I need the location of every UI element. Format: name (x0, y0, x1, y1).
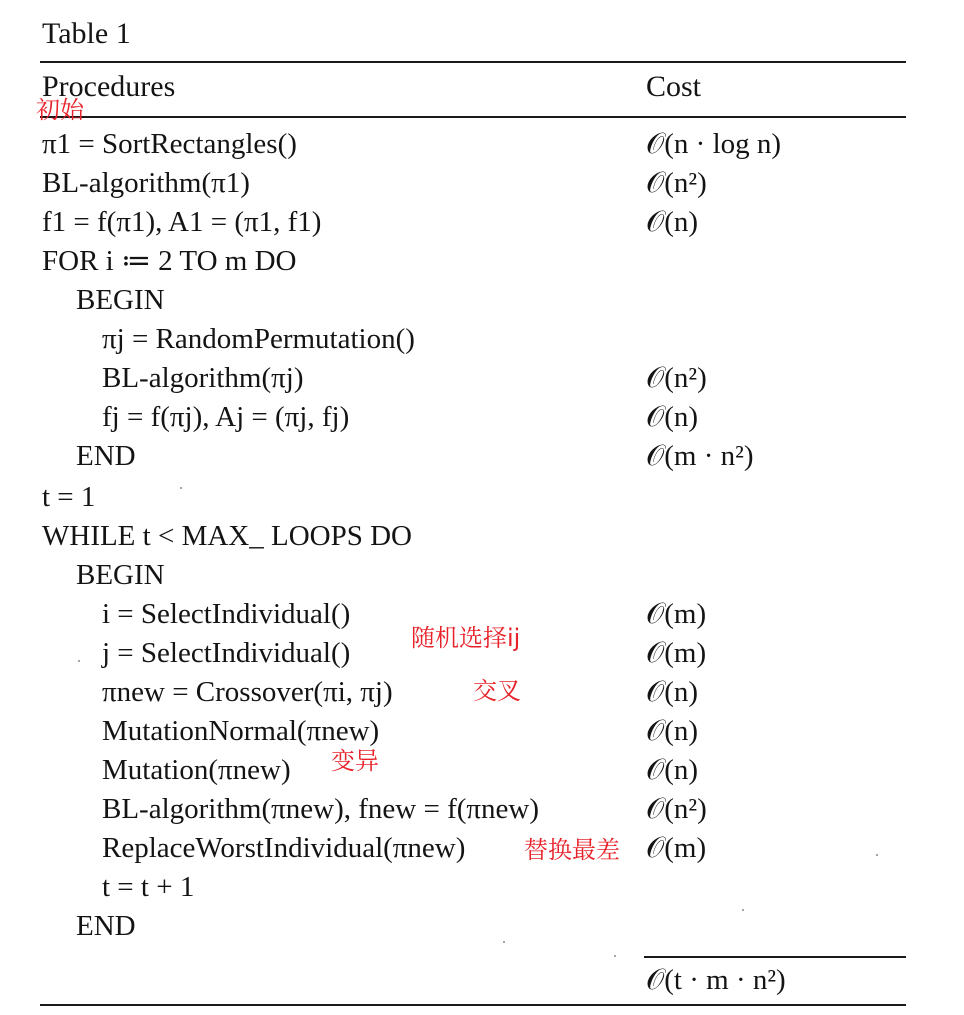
cost-cell: 𝒪(n) (646, 206, 699, 238)
total-cost: 𝒪(t · m · n²) (646, 964, 786, 996)
cost-cell: 𝒪(m) (646, 832, 707, 864)
procedures-header: Procedures (42, 70, 176, 103)
procedure-cell: BEGIN (76, 284, 165, 316)
procedure-cell: MutationNormal(πnew) (102, 715, 380, 747)
procedure-cell: BL-algorithm(πj) (102, 362, 304, 394)
procedure-cell: BL-algorithm(πnew), fnew = f(πnew) (102, 793, 539, 825)
procedure-cell: Mutation(πnew) (102, 754, 291, 786)
procedure-cell: t = t + 1 (102, 871, 195, 903)
scan-speck (876, 854, 878, 856)
procedure-cell: πj = RandomPermutation() (102, 323, 415, 355)
cost-header: Cost (646, 70, 702, 103)
cost-cell: 𝒪(n) (646, 676, 699, 708)
procedure-cell: f1 = f(π1), A1 = (π1, f1) (42, 206, 322, 238)
cost-cell: 𝒪(m · n²) (646, 440, 754, 472)
cost-cell: 𝒪(n · log n) (646, 128, 782, 160)
total-rule (644, 956, 906, 958)
procedure-cell: END (76, 910, 136, 942)
cost-cell: 𝒪(n) (646, 401, 699, 433)
cost-cell: 𝒪(n) (646, 754, 699, 786)
procedure-cell: j = SelectIndividual() (102, 637, 351, 669)
procedure-cell: fj = f(πj), Aj = (πj, fj) (102, 401, 350, 433)
annotation-replace-worst: 替换最差 (524, 836, 620, 864)
procedure-cell: π1 = SortRectangles() (42, 128, 297, 160)
cost-cell: 𝒪(m) (646, 598, 707, 630)
scan-speck (614, 955, 616, 957)
procedure-cell: BEGIN (76, 559, 165, 591)
scan-speck (78, 660, 80, 662)
procedure-cell: WHILE t < MAX_ LOOPS DO (42, 520, 412, 552)
cost-cell: 𝒪(n²) (646, 167, 707, 199)
scan-speck (503, 941, 505, 943)
annotation-init: 初始 (36, 96, 84, 124)
procedure-cell: BL-algorithm(π1) (42, 167, 250, 199)
procedure-cell: πnew = Crossover(πi, πj) (102, 676, 393, 708)
procedure-cell: FOR i ≔ 2 TO m DO (42, 245, 297, 277)
cost-cell: 𝒪(n²) (646, 362, 707, 394)
procedure-cell: ReplaceWorstIndividual(πnew) (102, 832, 466, 864)
cost-cell: 𝒪(n²) (646, 793, 707, 825)
procedure-cell: t = 1 (42, 481, 96, 513)
header-rule (40, 116, 906, 118)
table-title: Table 1 (42, 17, 131, 50)
cost-cell: 𝒪(n) (646, 715, 699, 747)
scan-speck (742, 909, 744, 911)
scan-speck (180, 487, 182, 489)
top-rule (40, 61, 906, 63)
annotation-mutation: 变异 (331, 747, 379, 775)
procedure-cell: i = SelectIndividual() (102, 598, 351, 630)
bottom-rule (40, 1004, 906, 1006)
cost-cell: 𝒪(m) (646, 637, 707, 669)
annotation-crossover: 交叉 (473, 677, 521, 705)
procedure-cell: END (76, 440, 136, 472)
annotation-random-select: 随机选择ij (411, 624, 521, 652)
